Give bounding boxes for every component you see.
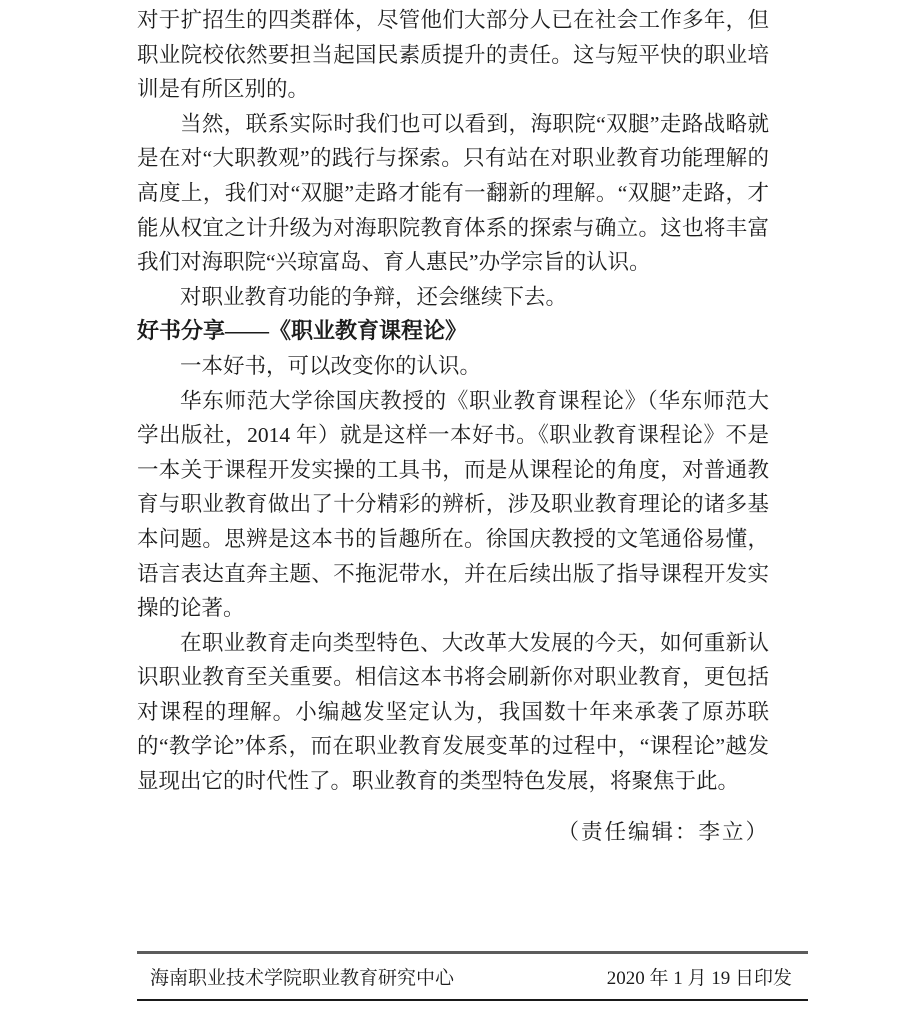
section-paragraph: 华东师范大学徐国庆教授的《职业教育课程论》（华东师范大学出版社，2014 年）就是这样一本好书。《职业教育课程论》不是一本关于课程开发实操的工具书，而是从课程论的角度，对普通教育与职业教育做出了十分精彩的辨析，涉及职业教育理论的诸多基本问题。思辨是这本书的旨趣所在。徐国庆教授的文笔通俗易懂，语言表达直奔主题、不拖泥带水，并在后续出版了指导课程开发实操的论著。 — [137, 388, 769, 621]
footer-rule-top — [137, 951, 808, 954]
footer-date: 2020 年 1 月 19 日印发 — [606, 968, 792, 989]
editor-credit: （责任编辑：李立） — [557, 819, 769, 844]
body-paragraph: 当然，联系实际时我们也可以看到，海职院“双腿”走路战略就是在对“大职教观”的践行与探索。只有站在对职业教育功能理解的高度上，我们对“双腿”走路才能有一翻新的理解。“双腿”走路，才能从权宜之计升级为对海职院教育体系的探索与确立。这也将丰富我们对海职院“兴琼富岛、育人惠民”办学宗旨的认识。 — [137, 111, 769, 275]
footer-rule-bottom — [137, 999, 808, 1001]
section-paragraph: 在职业教育走向类型特色、大改革大发展的今天，如何重新认识职业教育至关重要。相信这本书将会刷新你对职业教育，更包括对课程的理解。小编越发坚定认为，我国数十年来承袭了原苏联的“教学论”体系，而在职业教育发展变革的过程中，“课程论”越发显现出它的时代性了。职业教育的类型特色发展，将聚焦于此。 — [137, 630, 769, 794]
body-paragraph: 对职业教育功能的争辩，还会继续下去。 — [180, 284, 568, 309]
footer-issuer: 海南职业技术学院职业教育研究中心 — [150, 968, 455, 989]
body-paragraph-continuation: 对于扩招生的四类群体，尽管他们大部分人已在社会工作多年，但职业院校依然要担当起国民素质提升的责任。这与短平快的职业培训是有所区别的。 — [137, 8, 769, 102]
section-paragraph: 一本好书，可以改变你的认识。 — [180, 353, 482, 378]
page-footer — [137, 962, 808, 996]
document-body — [137, 3, 769, 849]
section-heading: 好书分享——《职业教育课程论》 — [137, 318, 468, 344]
